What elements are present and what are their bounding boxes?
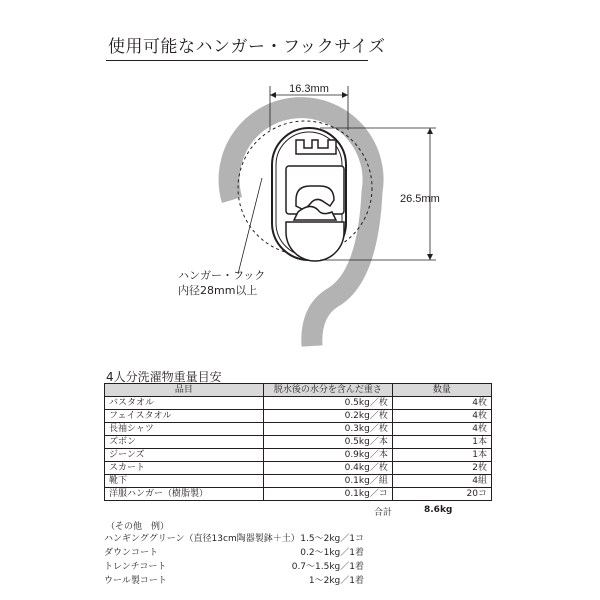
width-arrow-left: [270, 92, 276, 98]
row-weight: 0.1kg／組: [263, 475, 392, 488]
table-row: [105, 449, 492, 462]
page-title: 使用可能なハンガー・フックサイズ: [108, 37, 386, 57]
header-qty: 数量: [392, 384, 491, 397]
row-item: 長袖シャツ: [105, 423, 264, 436]
weight-table: [104, 383, 492, 501]
width-arrow-right: [342, 92, 348, 98]
table-row: [105, 462, 492, 475]
row-weight: 0.9kg／本: [263, 449, 392, 462]
other-value: 1.5〜2kg／1コ: [300, 534, 364, 544]
other-value: 0.7〜1.5kg／1着: [291, 562, 364, 572]
row-item: バスタオル: [105, 397, 264, 410]
row-qty: 2枚: [392, 462, 491, 475]
row-weight: 0.3kg／枚: [263, 423, 392, 436]
row-qty: 4組: [392, 475, 491, 488]
others-list: [104, 531, 364, 587]
callout-text: [178, 268, 265, 298]
other-value: 1〜2kg／1着: [308, 576, 364, 586]
list-item: [104, 545, 364, 559]
row-qty: 20コ: [392, 488, 491, 501]
row-item: ズボン: [105, 436, 264, 449]
table-title: 4人分洗濯物重量目安: [106, 370, 222, 384]
row-item: 靴下: [105, 475, 264, 488]
row-item: スカート: [105, 462, 264, 475]
total-value: 8.6kg: [424, 505, 453, 515]
width-label: 16.3mm: [289, 83, 329, 95]
top-slot: [296, 140, 336, 154]
row-qty: 4枚: [392, 423, 491, 436]
callout-leader: [238, 178, 262, 274]
table-row: [105, 410, 492, 423]
others-title: （その他 例）: [106, 522, 170, 532]
total-label: 合計: [374, 508, 393, 518]
other-name: トレンチコート: [104, 562, 167, 572]
other-name: ダウンコート: [104, 548, 159, 558]
height-arrow-bottom: [427, 254, 433, 260]
row-qty: 4枚: [392, 397, 491, 410]
row-weight: 0.1kg／コ: [263, 488, 392, 501]
row-qty: 1本: [392, 436, 491, 449]
row-item: ジーンズ: [105, 449, 264, 462]
table-header-row: [105, 384, 492, 397]
table-row: [105, 488, 492, 501]
other-name: ハンギンググリーン（直径13cm陶器製鉢＋土）: [104, 534, 300, 544]
table-row: [105, 397, 492, 410]
height-arrow-top: [427, 128, 433, 134]
row-item: 洋服ハンガー（樹脂製）: [105, 488, 264, 501]
table-row: [105, 423, 492, 436]
row-weight: 0.4kg／枚: [263, 462, 392, 475]
callout-line1: ハンガー・フック: [178, 269, 266, 282]
list-item: [104, 559, 364, 573]
list-item: [104, 573, 364, 587]
header-weight: 脱水後の水分を含んだ重さ: [263, 384, 392, 397]
header-item: 品目: [105, 384, 264, 397]
row-item: フェイスタオル: [105, 410, 264, 423]
callout-line2: 内径28mm以上: [178, 284, 258, 297]
other-value: 0.2〜1kg／1着: [300, 548, 364, 558]
list-item: [104, 531, 364, 545]
table-row: [105, 475, 492, 488]
row-weight: 0.5kg／本: [263, 436, 392, 449]
row-weight: 0.2kg／枚: [263, 410, 392, 423]
row-qty: 1本: [392, 449, 491, 462]
other-name: ウール製コート: [104, 576, 167, 586]
row-weight: 0.5kg／枚: [263, 397, 392, 410]
row-qty: 4枚: [392, 410, 491, 423]
height-label: 26.5mm: [400, 193, 440, 205]
table-row: [105, 436, 492, 449]
